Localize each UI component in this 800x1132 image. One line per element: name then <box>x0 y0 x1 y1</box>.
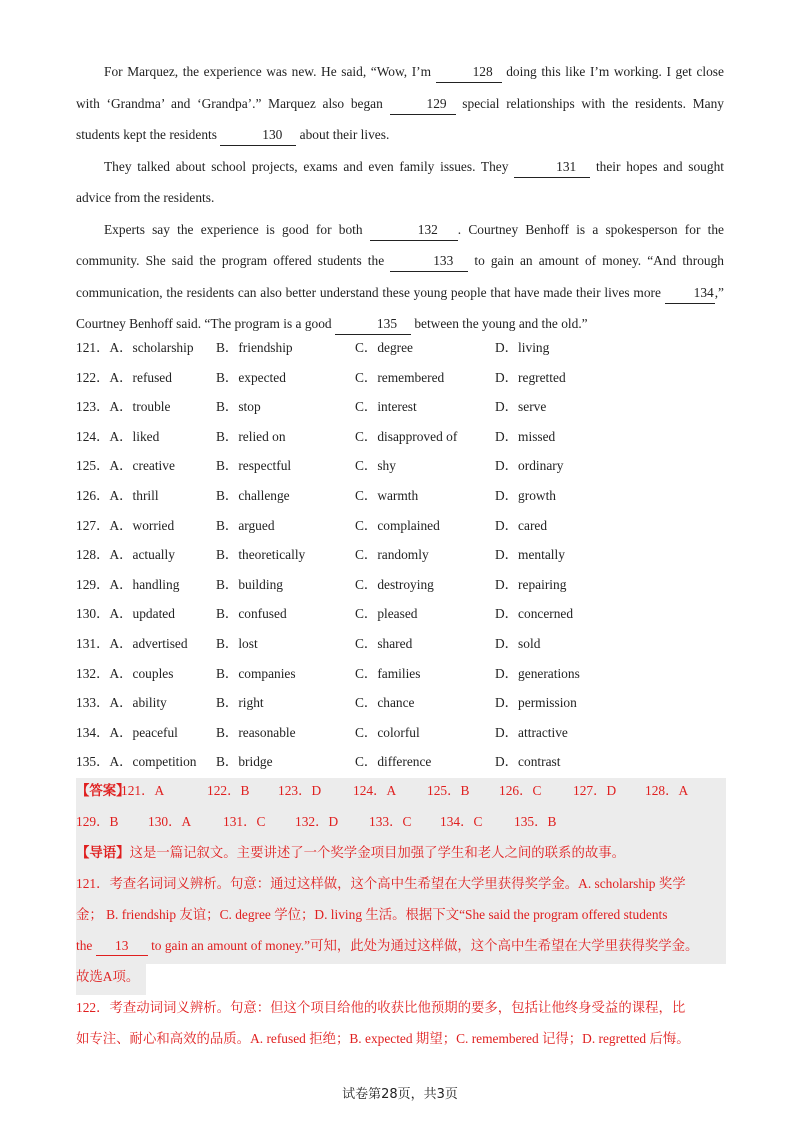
explanation-text: 121．考查名词词义辨析。句意：通过这样做，这个高中生希望在大学里获得奖学金。A. scholarship 奖学 <box>76 876 686 891</box>
text: ,” Courtney Benhoff said. “The program is a good <box>76 284 724 331</box>
text: to gain an amount of money. “And through communication, the residents can also better understand these young people that have made their lives more <box>76 253 724 300</box>
text: their hopes and sought advice from the residents. <box>76 158 724 205</box>
text: doing this like I’m working. I get close with ‘Grandma’ and ‘Grandpa’.” Marquez also began <box>76 64 724 111</box>
blank-135: 135 <box>335 314 411 335</box>
answer-item: 133．C <box>369 814 412 829</box>
option-d: D．ordinary <box>495 458 564 474</box>
answer-key-row-1 <box>76 778 726 809</box>
answer-item: 132．D <box>295 814 339 829</box>
option-c: C．remembered <box>355 369 445 385</box>
option-a: 127．A．worried <box>76 517 175 533</box>
option-d: D．serve <box>495 399 547 415</box>
blank-133: 133 <box>390 251 468 272</box>
option-b: B．stop <box>216 399 261 415</box>
option-b: B．theoretically <box>216 547 306 563</box>
option-a: 123．A．trouble <box>76 399 171 415</box>
explanation-121-line <box>76 933 726 964</box>
option-d: D．growth <box>495 487 556 503</box>
option-row <box>76 514 736 544</box>
option-a: 135．A．competition <box>76 754 197 770</box>
text: between the young and the old.” <box>414 316 588 331</box>
option-b: B．reasonable <box>216 724 296 740</box>
option-row <box>76 632 736 662</box>
explanation-121-line <box>76 964 146 995</box>
option-d: D．regretted <box>495 369 566 385</box>
option-row <box>76 484 736 514</box>
answer-item: 126．C <box>499 783 542 798</box>
option-c: C．chance <box>355 695 415 711</box>
option-row <box>76 750 736 780</box>
blank-134: 134 <box>665 283 715 304</box>
option-row <box>76 662 736 692</box>
explanation-text: the <box>76 938 96 953</box>
option-d: D．generations <box>495 665 580 681</box>
option-row <box>76 425 736 455</box>
option-d: D．attractive <box>495 724 568 740</box>
option-c: C．interest <box>355 399 417 415</box>
option-d: D．missed <box>495 428 556 444</box>
answer-item: 134．C <box>440 814 483 829</box>
option-c: C．destroying <box>355 576 434 592</box>
option-c: C．difference <box>355 754 432 770</box>
option-row <box>76 602 736 632</box>
answer-item: 130．A <box>148 814 192 829</box>
option-b: B．confused <box>216 606 287 622</box>
explanation-text: 故选A项。 <box>76 969 140 984</box>
option-b: B．relied on <box>216 428 286 444</box>
option-a: 126．A．thrill <box>76 487 159 503</box>
explanation-text: 122．考查动词词义辨析。句意：但这个项目给他的收获比他预期的要多，包括让他终身受益的课程，比 <box>76 1000 686 1015</box>
option-c: C．disapproved of <box>355 428 458 444</box>
option-d: D．concerned <box>495 606 574 622</box>
option-b: B．respectful <box>216 458 292 474</box>
option-row <box>76 721 736 751</box>
guide-text: 这是一篇记叙文。主要讲述了一个奖学金项目加强了学生和老人之间的联系的故事。 <box>129 845 626 860</box>
option-b: B．friendship <box>216 340 293 355</box>
option-b: B．companies <box>216 665 296 681</box>
option-b: B．lost <box>216 635 258 651</box>
explanation-122-line <box>76 1026 726 1057</box>
guide-line <box>76 840 726 871</box>
blank-132: 132 <box>370 220 458 241</box>
option-d: D．permission <box>495 695 577 711</box>
option-a: 130．A．updated <box>76 606 175 622</box>
blank-131: 131 <box>514 157 590 178</box>
text: special relationships with the residents. Many students kept the residents <box>76 95 724 142</box>
paragraph-2 <box>76 151 724 214</box>
option-a: 129．A．handling <box>76 576 180 592</box>
option-c: C．shared <box>355 635 413 651</box>
answer-item: 125．B <box>427 783 470 798</box>
option-a: 128．A．actually <box>76 547 175 563</box>
option-a: 132．A．couples <box>76 665 174 681</box>
option-row <box>76 395 736 425</box>
guide-label: 【导语】 <box>76 845 130 860</box>
option-d: D．living <box>495 340 550 355</box>
text: . Courtney Benhoff is a spokesperson for the community. She said the program offered students the <box>76 221 724 268</box>
option-b: B．argued <box>216 517 275 533</box>
paragraph-3 <box>76 214 724 340</box>
explanation-blank: 13 <box>96 937 148 956</box>
option-b: B．right <box>216 695 264 711</box>
option-a: 121．A．scholarship <box>76 340 194 355</box>
option-a: 131．A．advertised <box>76 635 188 651</box>
option-c: C．warmth <box>355 487 419 503</box>
answer-item: 128．A <box>645 783 689 798</box>
option-d: D．repairing <box>495 576 567 592</box>
explanation-text: 如专注、耐心和高效的品质。A. refused 拒绝；B. expected 期望；C. remembered 记得；D. regretted 后悔。 <box>76 1031 690 1046</box>
option-d: D．cared <box>495 517 548 533</box>
option-a: 124．A．liked <box>76 428 160 444</box>
text: Experts say the experience is good for both <box>104 221 363 237</box>
answer-label: 【答案】 <box>76 783 130 798</box>
explanation-121-line <box>76 902 726 933</box>
option-b: B．challenge <box>216 487 290 503</box>
option-a: 125．A．creative <box>76 458 175 474</box>
answer-key-row-2 <box>76 809 726 840</box>
answer-item: 129．B <box>76 814 119 829</box>
blank-130: 130 <box>220 125 296 146</box>
answer-item: 135．B <box>514 814 557 829</box>
paragraph-1 <box>76 56 724 151</box>
option-d: D．sold <box>495 635 541 651</box>
option-a: 122．A．refused <box>76 369 172 385</box>
option-a: 134．A．peaceful <box>76 724 178 740</box>
answer-item: 124．A <box>353 783 397 798</box>
option-b: B．bridge <box>216 754 273 770</box>
passage <box>76 56 724 340</box>
option-row <box>76 691 736 721</box>
text: They talked about school projects, exams and even family issues. They <box>104 158 509 174</box>
option-row <box>76 573 736 603</box>
blank-129: 129 <box>390 94 456 115</box>
text: For Marquez, the experience was new. He said, “Wow, I’m <box>104 64 432 79</box>
option-b: B．building <box>216 576 283 592</box>
options-list <box>76 336 736 780</box>
option-a: 133．A．ability <box>76 695 167 711</box>
option-b: B．expected <box>216 369 286 385</box>
option-row <box>76 366 736 396</box>
option-c: C．degree <box>355 340 414 355</box>
answer-item: 122．B <box>207 783 250 798</box>
option-row <box>76 543 736 573</box>
text: about their lives. <box>299 127 390 142</box>
option-c: C．shy <box>355 458 396 474</box>
option-c: C．pleased <box>355 606 418 622</box>
option-d: D．contrast <box>495 754 561 770</box>
option-c: C．colorful <box>355 724 420 740</box>
explanation-121-line <box>76 871 726 902</box>
answer-item: 127．D <box>573 783 617 798</box>
answer-item: 121．A <box>121 783 165 798</box>
option-row <box>76 336 736 366</box>
page-footer: 试卷第28页，共3页 <box>342 1087 458 1102</box>
option-c: C．randomly <box>355 547 429 563</box>
answer-item: 131．C <box>223 814 266 829</box>
option-row <box>76 454 736 484</box>
answer-item: 123．D <box>278 783 322 798</box>
option-d: D．mentally <box>495 547 565 563</box>
explanation-text: 金； B. friendship 友谊；C. degree 学位；D. living 生活。根据下文“She said the program offered students <box>76 907 668 922</box>
explanation-text: to gain an amount of money.”可知，此处为通过这样做，这个高中生希望在大学里获得奖学金。 <box>147 938 699 953</box>
option-c: C．complained <box>355 517 440 533</box>
answer-section <box>76 778 726 1057</box>
option-c: C．families <box>355 665 421 681</box>
explanation-122-line <box>76 995 726 1026</box>
blank-128: 128 <box>436 62 502 83</box>
